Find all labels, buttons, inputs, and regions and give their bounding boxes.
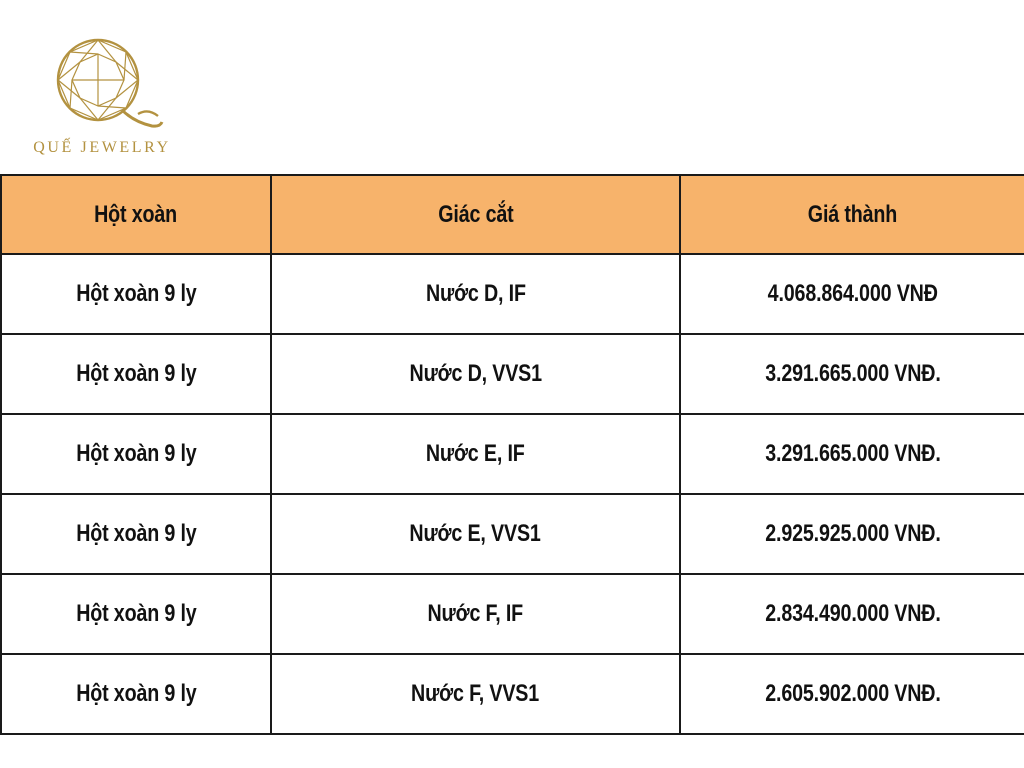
brand-name: QUẾ JEWELRY <box>33 139 171 156</box>
cell-price: 3.291.665.000 VNĐ. <box>680 334 1024 414</box>
cell-price: 2.605.902.000 VNĐ. <box>680 654 1024 734</box>
price-table <box>0 174 1024 735</box>
cell-diamond: Hột xoàn 9 ly <box>1 494 271 574</box>
cell-diamond: Hột xoàn 9 ly <box>1 654 271 734</box>
cell-cut: Nước D, IF <box>271 254 680 334</box>
table-row <box>1 654 1024 734</box>
cell-cut: Nước D, VVS1 <box>271 334 680 414</box>
table-row <box>1 414 1024 494</box>
header-cut: Giác cắt <box>271 175 680 254</box>
cell-cut: Nước F, VVS1 <box>271 654 680 734</box>
cell-diamond: Hột xoàn 9 ly <box>1 254 271 334</box>
cell-price: 3.291.665.000 VNĐ. <box>680 414 1024 494</box>
table-row <box>1 574 1024 654</box>
cell-cut: Nước F, IF <box>271 574 680 654</box>
cell-price: 4.068.864.000 VNĐ <box>680 254 1024 334</box>
brand-logo <box>12 30 192 165</box>
table-header-row <box>1 175 1024 254</box>
cell-diamond: Hột xoàn 9 ly <box>1 414 271 494</box>
cell-cut: Nước E, IF <box>271 414 680 494</box>
cell-cut: Nước E, VVS1 <box>271 494 680 574</box>
cell-diamond: Hột xoàn 9 ly <box>1 334 271 414</box>
table-row <box>1 494 1024 574</box>
cell-diamond: Hột xoàn 9 ly <box>1 574 271 654</box>
header-diamond: Hột xoàn <box>1 175 271 254</box>
cell-price: 2.834.490.000 VNĐ. <box>680 574 1024 654</box>
cell-price: 2.925.925.000 VNĐ. <box>680 494 1024 574</box>
header-price: Giá thành <box>680 175 1024 254</box>
table-row <box>1 334 1024 414</box>
table-row <box>1 254 1024 334</box>
diamond-q-logo-icon <box>52 34 164 130</box>
